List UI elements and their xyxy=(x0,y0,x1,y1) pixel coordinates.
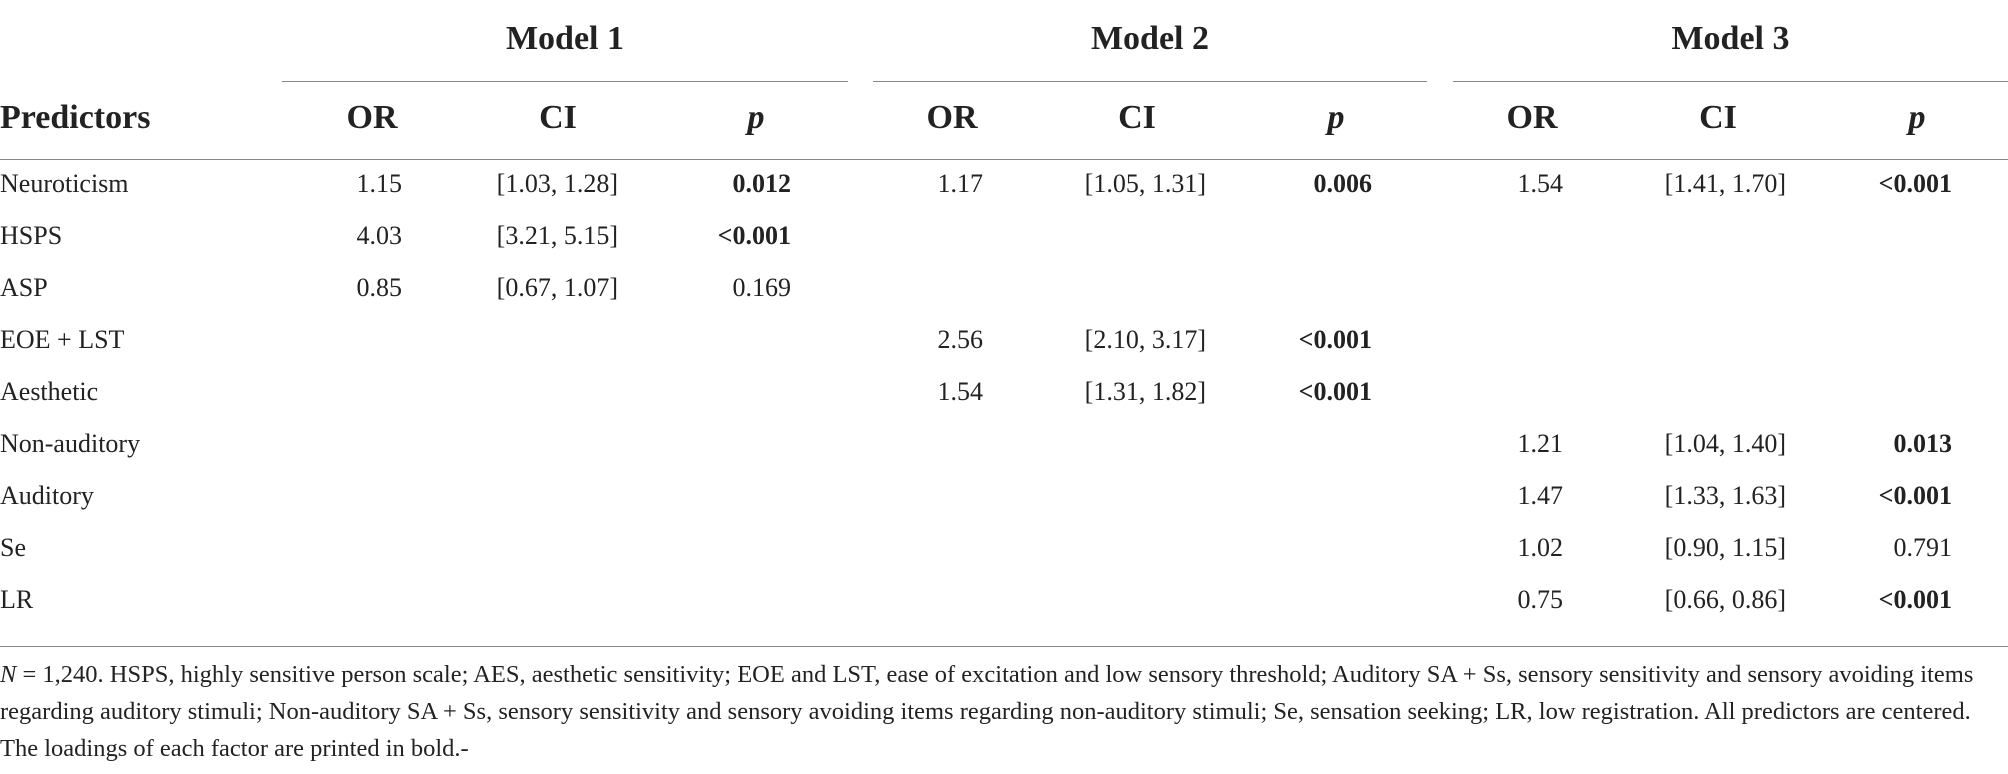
predictor-label: LR xyxy=(0,585,34,614)
group-header-model-2: Model 2 xyxy=(1090,20,1210,57)
predictor-label: Neuroticism xyxy=(0,169,129,198)
cell-or-m1: 4.03 xyxy=(356,221,402,250)
cell-ci-m1: [3.21, 5.15] xyxy=(496,221,618,250)
cell-ci-m3: [0.90, 1.15] xyxy=(1664,533,1786,562)
cell-ci-m2: [1.31, 1.82] xyxy=(1084,377,1206,406)
column-header-ci-model-2: CI xyxy=(1118,99,1156,136)
cell-p-m2: 0.006 xyxy=(1313,169,1372,198)
predictor-label: HSPS xyxy=(0,221,63,250)
cell-or-m3: 1.02 xyxy=(1517,533,1563,562)
cell-p-m3: <0.001 xyxy=(1878,169,1952,198)
cell-ci-m1: [1.03, 1.28] xyxy=(496,169,618,198)
cell-or-m2: 1.54 xyxy=(937,377,983,406)
column-header-or-model-2: OR xyxy=(926,99,978,136)
predictor-label: Non-auditory xyxy=(0,429,141,458)
cell-or-m3: 0.75 xyxy=(1517,585,1563,614)
cell-or-m2: 1.17 xyxy=(937,169,983,198)
column-header-or-model-3: OR xyxy=(1506,99,1558,136)
predictor-label: ASP xyxy=(0,273,48,302)
cell-p-m3: <0.001 xyxy=(1878,585,1952,614)
bottom-rule xyxy=(0,646,2008,647)
cell-ci-m1: [0.67, 1.07] xyxy=(496,273,618,302)
predictor-label: EOE + LST xyxy=(0,325,125,354)
cell-p-m3: 0.791 xyxy=(1893,533,1952,562)
table-footnote xyxy=(0,656,1990,767)
cell-or-m3: 1.47 xyxy=(1517,481,1563,510)
cell-or-m1: 0.85 xyxy=(356,273,402,302)
cell-ci-m2: [1.05, 1.31] xyxy=(1084,169,1206,198)
group-underline-model-3 xyxy=(1453,81,2008,82)
cell-p-m1: 0.012 xyxy=(732,169,791,198)
predictor-label: Se xyxy=(0,533,26,562)
cell-p-m1: <0.001 xyxy=(717,221,791,250)
column-header-ci-model-3: CI xyxy=(1699,99,1737,136)
column-header-or-model-1: OR xyxy=(346,99,398,136)
header-rule xyxy=(0,159,2008,160)
cell-p-m2: <0.001 xyxy=(1298,325,1372,354)
cell-ci-m3: [1.33, 1.63] xyxy=(1664,481,1786,510)
column-header-ci-model-1: CI xyxy=(539,99,577,136)
cell-ci-m2: [2.10, 3.17] xyxy=(1084,325,1206,354)
column-header-p-model-1: p xyxy=(747,99,765,136)
cell-or-m2: 2.56 xyxy=(937,325,983,354)
cell-ci-m3: [1.41, 1.70] xyxy=(1664,169,1786,198)
cell-p-m3: 0.013 xyxy=(1893,429,1952,458)
predictor-label: Aesthetic xyxy=(0,377,99,406)
predictor-label: Auditory xyxy=(0,481,94,510)
group-underline-model-1 xyxy=(282,81,848,82)
footnote-n-label: N xyxy=(0,661,17,688)
cell-p-m1: 0.169 xyxy=(732,273,791,302)
cell-or-m3: 1.54 xyxy=(1517,169,1563,198)
column-header-predictors: Predictors xyxy=(0,99,151,136)
group-underline-model-2 xyxy=(873,81,1427,82)
group-header-model-3: Model 3 xyxy=(1671,20,1790,57)
cell-ci-m3: [0.66, 0.86] xyxy=(1664,585,1786,614)
group-header-model-1: Model 1 xyxy=(505,20,625,57)
footnote-text: = 1,240. HSPS, highly sensitive person scale; AES, aesthetic sensitivity; EOE and LST, ease of excitation and low sensory threshold; Auditory SA + Ss, sensory sensitivity and sensory avoiding items regarding auditory stimuli; Non-auditory SA + Ss, sensory sensitivity and sensory avoiding items regarding non-auditory stimuli; Se, sensation seeking; LR, low registration. All predictors are centered. The loadings of each factor are printed in bold.- xyxy=(0,661,1974,762)
cell-or-m1: 1.15 xyxy=(356,169,402,198)
cell-p-m3: <0.001 xyxy=(1878,481,1952,510)
cell-p-m2: <0.001 xyxy=(1298,377,1372,406)
cell-or-m3: 1.21 xyxy=(1517,429,1563,458)
column-header-p-model-3: p xyxy=(1908,99,1926,136)
cell-ci-m3: [1.04, 1.40] xyxy=(1664,429,1786,458)
column-header-p-model-2: p xyxy=(1327,99,1345,136)
